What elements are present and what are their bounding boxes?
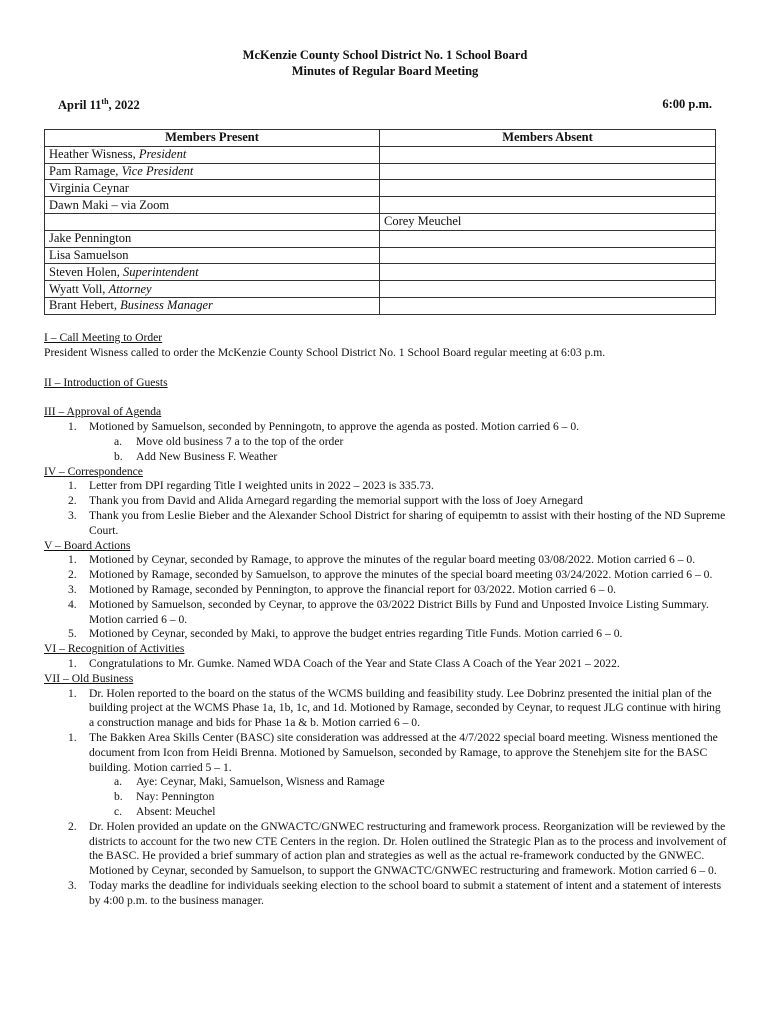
present-cell: [45, 213, 380, 230]
section-heading-board-actions: V – Board Actions: [44, 538, 131, 552]
members-absent-header: Members Absent: [380, 130, 716, 147]
table-row: [45, 281, 716, 298]
list-item: [44, 509, 728, 539]
list-item: [44, 820, 728, 879]
list-item: [44, 450, 728, 465]
absent-cell: [380, 264, 716, 281]
item-text: Dr. Holen reported to the board on the status of the WCMS building and feasibility study. Lee Dobrinz presented the initial plan of the building project at the WCMS Phase 1a, 1b, 1c, and 1d. Motioned by Ramage, seconded by Ceynar, to request JLG continue with hiring a construction manage and bids for Phase 1a & b. Motion carried 6 – 0.: [89, 686, 721, 730]
present-cell: [45, 197, 380, 214]
section-heading-introduction-of-guests: II – Introduction of Guests: [44, 375, 168, 389]
list-item: [44, 879, 728, 909]
table-row: [45, 180, 716, 197]
item-text: Motioned by Ceynar, seconded by Maki, to approve the budget entries regarding Title Funds. Motion carried 6 – 0.: [89, 627, 623, 641]
item-text: Dr. Holen provided an update on the GNWACTC/GNWEC restructuring and framework process. Reorganization will be reviewed by the districts to account for the two new CTE Centers in the region. Dr. Holen outlined the Strategic Plan as to the process and involvement of the BASC. He provided a brief summary of action plan and strategies as well as the actual re-framework conducted by the GNWEC. Motioned by Ceynar, seconded by Samuelson, to support the GNWACTC/GNWEC restructuring and framework. Motion carried 6 – 0.: [89, 819, 727, 878]
item-text: Add New Business F. Weather: [136, 449, 278, 463]
member-name: Jake Pennington: [49, 231, 132, 246]
member-name: Heather Wisness,: [49, 147, 139, 162]
list-item: [44, 479, 728, 494]
member-role: Business Manager: [120, 298, 213, 313]
table-row: [45, 213, 716, 230]
list-item: [44, 805, 728, 820]
document-subtitle: Minutes of Regular Board Meeting: [291, 64, 479, 78]
absent-cell: [380, 281, 716, 298]
item-text: Motioned by Ramage, seconded by Samuelson, to approve the minutes of the special board meeting 03/24/2022. Motion carried 6 – 0.: [89, 568, 713, 582]
present-cell: [45, 281, 380, 298]
item-number: 5.: [68, 627, 77, 641]
member-name: Virginia Ceynar: [49, 180, 129, 195]
member-name: Steven Holen,: [49, 264, 123, 279]
item-text: Motioned by Ramage, seconded by Pennington, to approve the financial report for 03/2022. Motion carried 6 – 0.: [89, 582, 617, 596]
table-row: [45, 230, 716, 247]
list-item: [44, 687, 728, 731]
item-number: 1.: [68, 730, 77, 744]
item-text: Nay: Pennington: [136, 790, 215, 804]
item-number: 3.: [68, 878, 77, 892]
present-cell: [45, 297, 380, 314]
table-row: [45, 247, 716, 264]
meeting-date: [58, 97, 140, 113]
absent-cell: Corey Meuchel: [380, 213, 716, 230]
list-item: [44, 598, 728, 628]
item-number: b.: [114, 449, 123, 463]
item-number: 4.: [68, 597, 77, 611]
meeting-date-day: April 11: [58, 98, 102, 113]
absent-cell: [380, 146, 716, 163]
list-item: [44, 657, 728, 672]
section-heading-old-business: VII – Old Business: [44, 671, 134, 685]
absent-cell: [380, 297, 716, 314]
item-number: 1.: [68, 553, 77, 567]
member-name: Pam Ramage,: [49, 163, 122, 178]
item-number: 1.: [68, 686, 77, 700]
member-role: Superintendent: [122, 264, 199, 279]
item-text: Congratulations to Mr. Gumke. Named WDA Coach of the Year and State Class A Coach of the Year 2021 – 2022.: [89, 656, 620, 670]
item-text: Thank you from David and Alida Arnegard regarding the memorial support with the loss of Joey Arnegard: [89, 494, 583, 508]
list-item: [44, 553, 728, 568]
absent-cell: [380, 230, 716, 247]
absent-cell: [380, 197, 716, 214]
item-text: Thank you from Leslie Bieber and the Alexander School District for sharing of equipemtn to assist with their hosting of the ND Supreme Court.: [89, 508, 726, 537]
item-text: Aye: Ceynar, Maki, Samuelson, Wisness and Ramage: [136, 775, 385, 789]
section-heading-approval-of-agenda: III – Approval of Agenda: [44, 405, 162, 419]
member-name: Brant Hebert,: [49, 298, 121, 313]
member-role: President: [138, 147, 187, 162]
members-table: [44, 129, 716, 315]
item-number: c.: [114, 804, 123, 818]
minutes-body: [44, 331, 728, 908]
list-item: [44, 420, 728, 435]
list-item: [44, 790, 728, 805]
list-item: [44, 435, 728, 450]
item-number: b.: [114, 790, 123, 804]
list-item: [44, 731, 728, 775]
members-table-header: [45, 130, 716, 147]
present-cell: [45, 247, 380, 264]
absent-cell: [380, 247, 716, 264]
meeting-time: 6:00 p.m.: [662, 97, 712, 111]
present-cell: [45, 230, 380, 247]
item-number: 2.: [68, 494, 77, 508]
item-number: 1.: [68, 479, 77, 493]
present-cell: [45, 163, 380, 180]
document-title: McKenzie County School District No. 1 School Board: [242, 48, 528, 62]
member-name: Lisa Samuelson: [49, 247, 129, 262]
item-number: 1.: [68, 656, 77, 670]
item-text: The Bakken Area Skills Center (BASC) site consideration was addressed at the 4/7/2022 special board meeting. Wisness mentioned the document from Icon from Heidi Brenna. Motioned by Samuelson, seconded by Ramage, to approve the Stenehjem site for the BASC building. Motion carried 5 – 1.: [89, 730, 718, 774]
member-role: Attorney: [108, 281, 152, 296]
item-number: a.: [114, 775, 123, 789]
list-item: [44, 568, 728, 583]
item-number: a.: [114, 434, 123, 448]
table-row: [45, 146, 716, 163]
present-cell: [45, 146, 380, 163]
item-text: Letter from DPI regarding Title I weighted units in 2022 – 2023 is 335.73.: [89, 479, 434, 493]
item-number: 3.: [68, 582, 77, 596]
call-to-order-text: President Wisness called to order the McKenzie County School District No. 1 School Board regular meeting at 6:03 p.m.: [44, 345, 606, 359]
table-row: [45, 163, 716, 180]
item-number: 2.: [68, 568, 77, 582]
member-name: Dawn Maki – via Zoom: [49, 197, 170, 212]
item-text: Motioned by Ceynar, seconded by Ramage, to approve the minutes of the regular board meeting 03/08/2022. Motion carried 6 – 0.: [89, 553, 696, 567]
item-number: 3.: [68, 508, 77, 522]
member-name: Wyatt Voll,: [49, 281, 109, 296]
item-text: Motioned by Samuelson, seconded by Penningotn, to approve the agenda as posted. Motion carried 6 – 0.: [89, 420, 580, 434]
item-text: Absent: Meuchel: [136, 804, 216, 818]
member-role: Vice President: [121, 163, 194, 178]
item-text: Move old business 7 a to the top of the order: [136, 434, 344, 448]
absent-cell: [380, 163, 716, 180]
item-number: 1.: [68, 420, 77, 434]
section-heading-call-to-order: I – Call Meeting to Order: [44, 331, 163, 344]
list-item: [44, 583, 728, 598]
table-row: [45, 197, 716, 214]
item-text: Today marks the deadline for individuals seeking election to the school board to submit a statement of intent and a statement of interests by 4:00 p.m. to the business manager.: [89, 878, 722, 907]
meeting-date-year: , 2022: [108, 98, 140, 113]
list-item: [44, 494, 728, 509]
section-heading-recognition-of-activities: VI – Recognition of Activities: [44, 642, 185, 656]
members-present-header: Members Present: [45, 130, 380, 147]
present-cell: [45, 264, 380, 281]
section-heading-correspondence: IV – Correspondence: [44, 464, 143, 478]
present-cell: [45, 180, 380, 197]
item-text: Motioned by Samuelson, seconded by Ceynar, to approve the 03/2022 District Bills by Fund and Unposted Invoice Listing Summary. Motion carried 6 – 0.: [89, 597, 709, 626]
meeting-dateline: [58, 97, 712, 113]
meeting-date-suffix: th: [101, 97, 109, 106]
item-number: 2.: [68, 819, 77, 833]
table-row: [45, 297, 716, 314]
list-item: [44, 627, 728, 642]
list-item: [44, 775, 728, 790]
absent-cell: [380, 180, 716, 197]
table-row: [45, 264, 716, 281]
